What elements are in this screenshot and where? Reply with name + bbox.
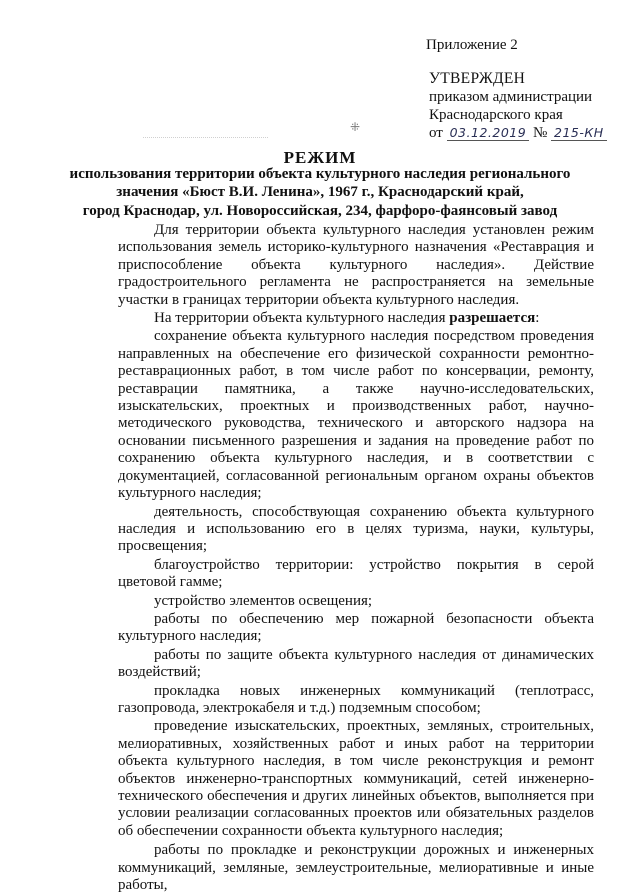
approved-heading: УТВЕРЖДЕН <box>429 70 526 87</box>
date-prefix: от <box>429 125 443 141</box>
list-item: работы по защите объекта культурного наследия от динамических воздействий; <box>118 646 594 681</box>
intro-paragraph: Для территории объекта культурного наследия установлен режим использования земель историко-культурного назначения «Реставрация и приспособление объекта культурного наследия». Действие градостроительного регламента не распространяется на земельные участки в границах территории объекта культурного наследия. <box>118 222 594 308</box>
list-item: сохранение объекта культурного наследия посредством проведения направленных на обеспечение его физической сохранности ремонтно-реставрационных работ, в том числе работ по консервации, ремонту, реставрации памятника, а также научно-исследовательских, изыскательских, проектных и производственных работ, научно-методического руководства, технического и авторского надзора на основании письменного разрешения и задания на проведение работ по сохранению объекта культурного наследия, и в соответствии с документацией, согласованной региональным органом охраны объектов культурного наследия; <box>118 328 594 502</box>
title-line-1: использования территории объекта культурного наследия регионального <box>69 166 571 182</box>
stamp-mark-icon: ⁜ <box>350 120 361 134</box>
list-item: благоустройство территории: устройство покрытия в серой цветовой гамме; <box>118 556 594 591</box>
title-line-2: значения «Бюст В.И. Ленина», 1967 г., Краснодарский край, <box>116 184 524 200</box>
title-line-3: город Краснодар, ул. Новороссийская, 234, фарфоро-фаянсовый завод <box>82 203 558 219</box>
list-item: работы по прокладке и реконструкции дорожных и инженерных коммуникаций, земляные, землеустроительные, мелиоративные и иные работы, <box>118 842 594 894</box>
approval-block <box>429 70 607 142</box>
list-item: проведение изыскательских, проектных, земляных, строительных, мелиоративных, хозяйственных работ и иных работ на территории объекта культурного наследия, в том числе реконструкция и ремонт объектов инженерно-транспортных коммуникаций, сетей инженерно-технического обеспечения и других линейных объектов, выполняется при условии реализации согласованных проектов или обязательных разделов об обеспечении сохранности объекта культурного наследия; <box>118 718 594 839</box>
permitted-heading <box>118 310 594 327</box>
faint-stamp-trace <box>143 127 268 138</box>
order-line-2: Краснодарского края <box>429 107 563 123</box>
order-line-1: приказом администрации <box>429 89 593 105</box>
list-item: работы по обеспечению мер пожарной безопасности объекта культурного наследия; <box>118 610 594 645</box>
list-item: деятельность, способствующая сохранению объекта культурного наследия и использованию его в целях туризма, науки, культуры, просвещения; <box>118 503 594 555</box>
handwritten-number: 215-КН <box>551 125 607 141</box>
permitted-lead: На территории объекта культурного наследия <box>154 310 450 327</box>
list-item: устройство элементов освещения; <box>154 592 373 609</box>
annex-label: Приложение 2 <box>426 37 518 53</box>
order-date-number <box>429 124 607 142</box>
document-body <box>118 222 594 894</box>
handwritten-date: 03.12.2019 <box>447 125 530 141</box>
permitted-colon: : <box>535 310 540 327</box>
list-item: прокладка новых инженерных коммуникаций (теплотрасс, газопровода, электрокабеля и т.д.) подземным способом; <box>118 682 594 716</box>
permitted-word: разрешается <box>449 310 536 327</box>
number-prefix: № <box>532 125 548 141</box>
document-title: РЕЖИМ <box>283 148 357 167</box>
